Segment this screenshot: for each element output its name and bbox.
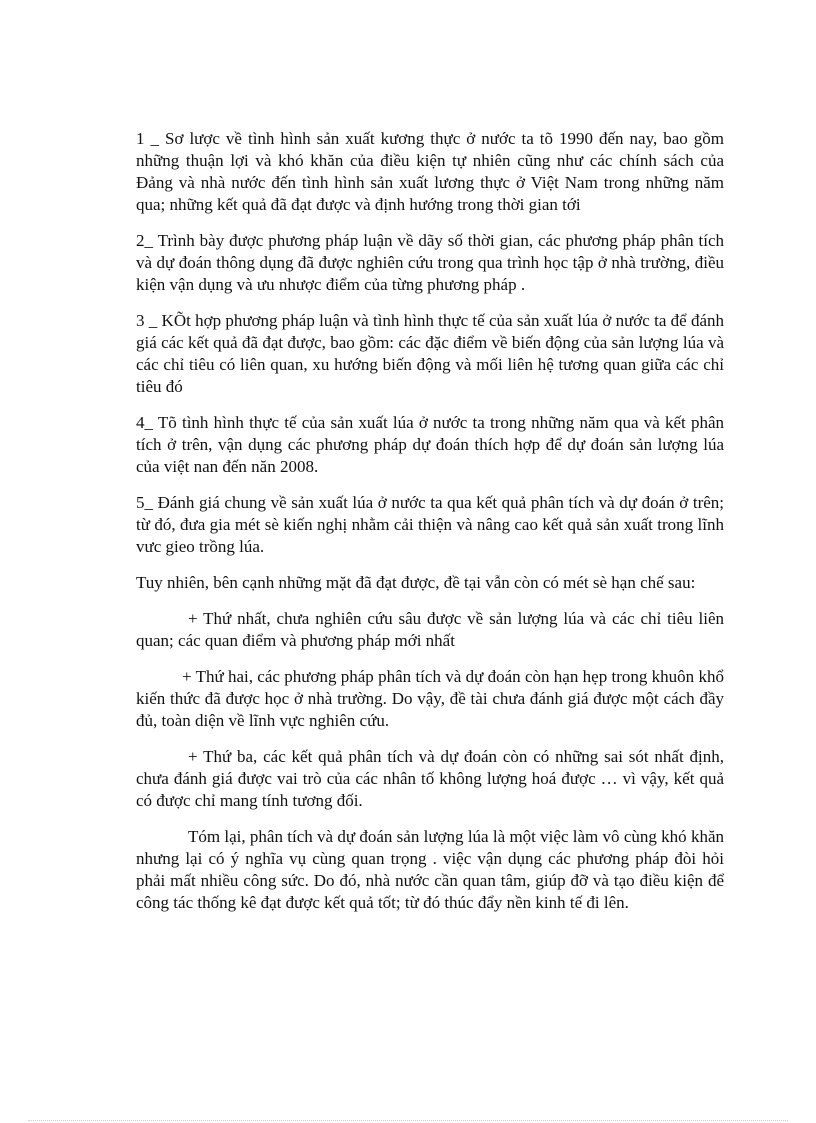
conclusion-paragraph: Tóm lại, phân tích và dự đoán sản lượng lúa là một việc làm vô cùng khó khăn nhưng lại có ý nghĩa vụ cùng quan trọng . việc vận dụng các phương pháp đòi hỏi phải mất nhiều công sức. Do đó, nhà nước cần quan tâm, giúp đỡ và tạo điều kiện để công tác thống kê đạt được kết quả tốt; từ đó thúc đẩy nền kinh tế đi lên. [136,827,724,912]
page-bottom-rule [28,1120,788,1121]
limitation-item-1: + Thứ nhất, chưa nghiên cứu sâu được về sản lượng lúa và các chỉ tiêu liên quan; các quan điểm và phương pháp mới nhất [136,609,724,650]
objective-paragraph-5: 5_ Đánh giá chung về sản xuất lúa ở nước ta qua kết quả phân tích và dự đoán ở trên; từ đó, đưa gia mét sè kiến nghị nhằm cải thiện và nâng cao kết quả sản xuất trong lĩnh vưc gieo trồng lúa. [136,493,724,556]
limitations-intro: Tuy nhiên, bên cạnh những mặt đã đạt được, đề tại vẫn còn có mét sè hạn chế sau: [136,573,696,592]
document-body [136,128,724,928]
limitation-item-2: + Thứ hai, các phương pháp phân tích và dự đoán còn hạn hẹp trong khuôn khổ kiến thức đã được học ở nhà trường. Do vậy, đề tài chưa đánh giá được một cách đầy đủ, toàn diện về lĩnh vực nghiên cứu. [136,667,724,730]
objective-paragraph-1: 1 _ Sơ lược về tình hình sản xuất kương thực ở nước ta tõ 1990 đến nay, bao gồm những thuận lợi và khó khăn của điều kiện tự nhiên cũng như các chính sách của Đảng và nhà nước đến tình hình sản xuất lương thực ở Việt Nam trong những năm qua; những kết quả đã đạt được và định hướng trong thời gian tới [136,129,724,214]
objective-paragraph-2: 2_ Trình bày được phương pháp luận về dãy số thời gian, các phương pháp phân tích và dự đoán thông dụng đã được nghiên cứu trong qua trình học tập ở nhà trường, điều kiện vận dụng và ưu nhược điểm của từng phương pháp . [136,231,724,294]
limitation-item-3: + Thứ ba, các kết quả phân tích và dự đoán còn có những sai sót nhất định, chưa đánh giá được vai trò của các nhân tố không lượng hoá được … vì vậy, kết quả có được chỉ mang tính tương đối. [136,747,724,810]
objective-paragraph-3: 3 _ KÕt hợp phương pháp luận và tình hình thực tế của sản xuất lúa ở nước ta để đánh giá các kết quả đã đạt được, bao gồm: các đặc điểm về biến động của sản lượng lúa và các chỉ tiêu có liên quan, xu hướng biến động và mối liên hệ tương quan giữa các chỉ tiêu đó [136,311,724,396]
objective-paragraph-4: 4_ Tõ tình hình thực tế của sản xuất lúa ở nước ta trong những năm qua và kết phân tích ở trên, vận dụng các phương pháp dự đoán thích hợp để dự đoán sản lượng lúa của việt nan đến năn 2008. [136,413,724,476]
